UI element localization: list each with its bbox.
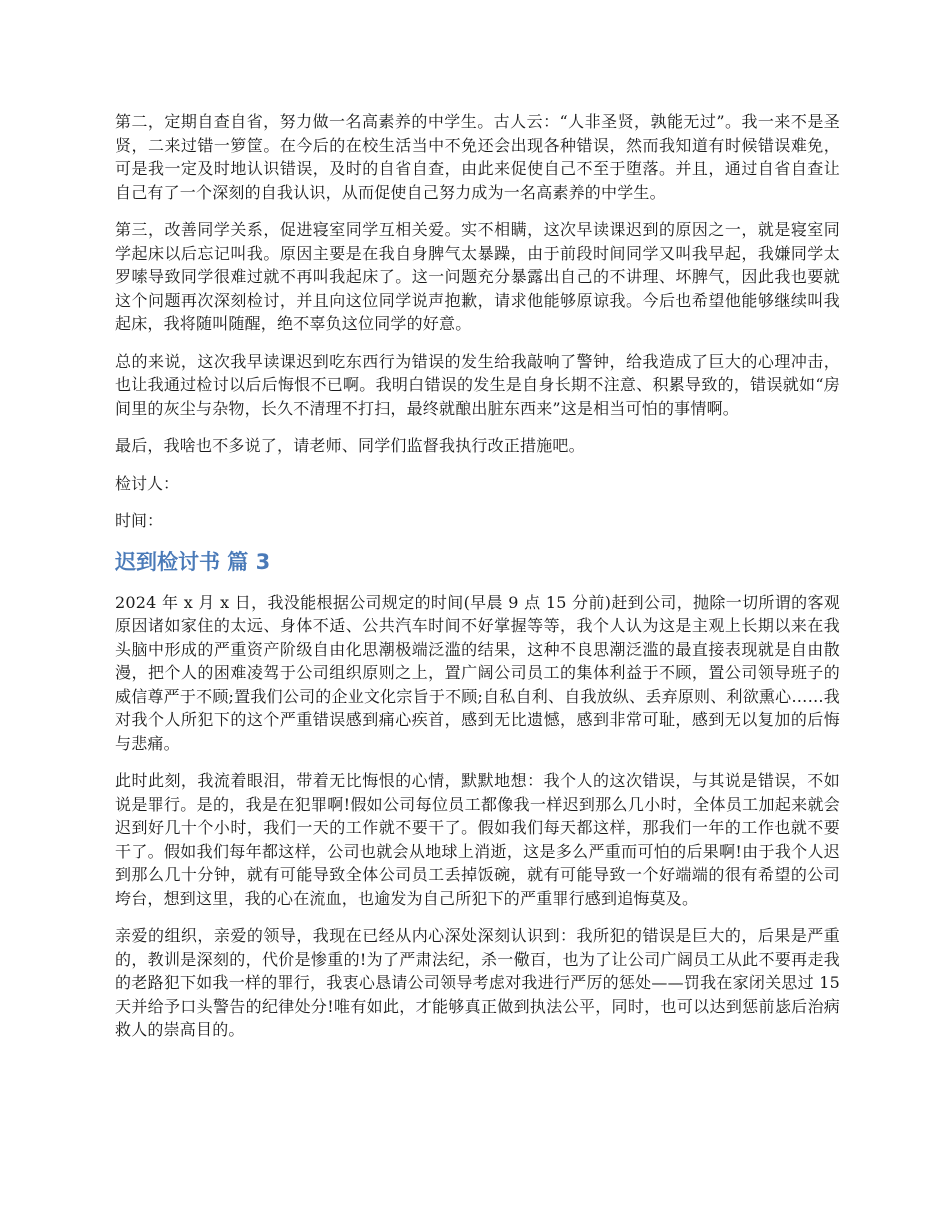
paragraph-incident: 2024 年 x 月 x 日，我没能根据公司规定的时间(早晨 9 点 15 分前)赶到公司，抛除一切所谓的客观原因诸如家住的太远、身体不适、公共汽车时间不好掌握等等，我个人认为这是主观上长期以来在我头脑中形成的严重资产阶级自由化思潮极端泛滥的结果，这种不良思潮泛滥的最直接表现就是自由散漫，把个人的困难凌驾于公司组织原则之上，置广阔公司员工的集体利益于不顾，置公司领导班子的威信尊严于不顾;置我们公司的企业文化宗旨于不顾;自私自利、自我放纵、丢弃原则、利欲熏心……我对我个人所犯下的这个严重错误感到痛心疾首，感到无比遗憾，感到非常可耻，感到无以复加的后悔与悲痛。: [115, 592, 840, 753]
document-page: [115, 110, 840, 1056]
paragraph-summary: 总的来说，这次我早读课迟到吃东西行为错误的发生给我敲响了警钟，给我造成了巨大的心理冲击，也让我通过检讨以后后悔恨不已啊。我明白错误的发生是自身长期不注意、积累导致的，错误就如“房间里的灰尘与杂物，长久不清理不打扫，最终就酿出脏东西来”这是相当可怕的事情啊。: [115, 351, 840, 418]
section-heading: 迟到检讨书 篇 3: [115, 549, 271, 574]
paragraph-reflection: 此时此刻，我流着眼泪，带着无比悔恨的心情，默默地想：我个人的这次错误，与其说是错误，不如说是罪行。是的，我是在犯罪啊!假如公司每位员工都像我一样迟到那么几小时，全体员工加起来就会迟到好几十个小时，我们一天的工作就不要干了。假如我们每天都这样，那我们一年的工作也就不要干了。假如我们每年都这样，公司也就会从地球上消逝，这是多么严重而可怕的后果啊!由于我个人迟到那么几十分钟，就有可能导致全体公司员工丢掉饭碗，就有可能导致一个好端端的很有希望的公司垮台，想到这里，我的心在流血，也逾发为自己所犯下的严重罪行感到追悔莫及。: [115, 771, 840, 908]
paragraph-second-point: 第二，定期自查自省，努力做一名高素养的中学生。古人云：“人非圣贤，孰能无过”。我一来不是圣贤，二来过错一箩筐。在今后的在校生活当中不免还会出现各种错误，然而我知道有时候错误难免，可是我一定及时地认识错误，及时的自省自查，由此来促使自己不至于堕落。并且，通过自省自查让自己有了一个深刻的自我认识，从而促使自己努力成为一名高素养的中学生。: [115, 112, 840, 202]
paragraph-request: 亲爱的组织，亲爱的领导，我现在已经从内心深处深刻认识到：我所犯的错误是巨大的，后果是严重的，教训是深刻的，代价是惨重的!为了严肃法纪，杀一儆百，也为了让公司广阔员工从此不要再走我的老路犯下如我一样的罪行，我衷心恳请公司领导考虑对我进行严厉的惩处——罚我在家闭关思过 15 天并给予口头警告的纪律处分!唯有如此，才能够真正做到执法公平，同时，也可以达到惩前毖后治病救人的崇高目的。: [115, 926, 840, 1039]
signature-reviewer-label: 检讨人：: [115, 473, 180, 493]
signature-time-label: 时间：: [115, 511, 164, 530]
paragraph-third-point: 第三，改善同学关系，促进寝室同学互相关爱。实不相瞒，这次早读课迟到的原因之一，就是寝室同学起床以后忘记叫我。原因主要是在我自身脾气太暴躁，由于前段时间同学又叫我早起，我嫌同学太罗嗦导致同学很难过就不再叫我起床了。这一问题充分暴露出自己的不讲理、坏脾气，因此我也要就这个问题再次深刻检讨，并且向这位同学说声抱歉，请求他能够原谅我。今后也希望他能够继续叫我起床，我将随叫随醒，绝不辜负这位同学的好意。: [115, 220, 840, 333]
paragraph-closing: 最后，我啥也不多说了，请老师、同学们监督我执行改正措施吧。: [115, 436, 585, 455]
